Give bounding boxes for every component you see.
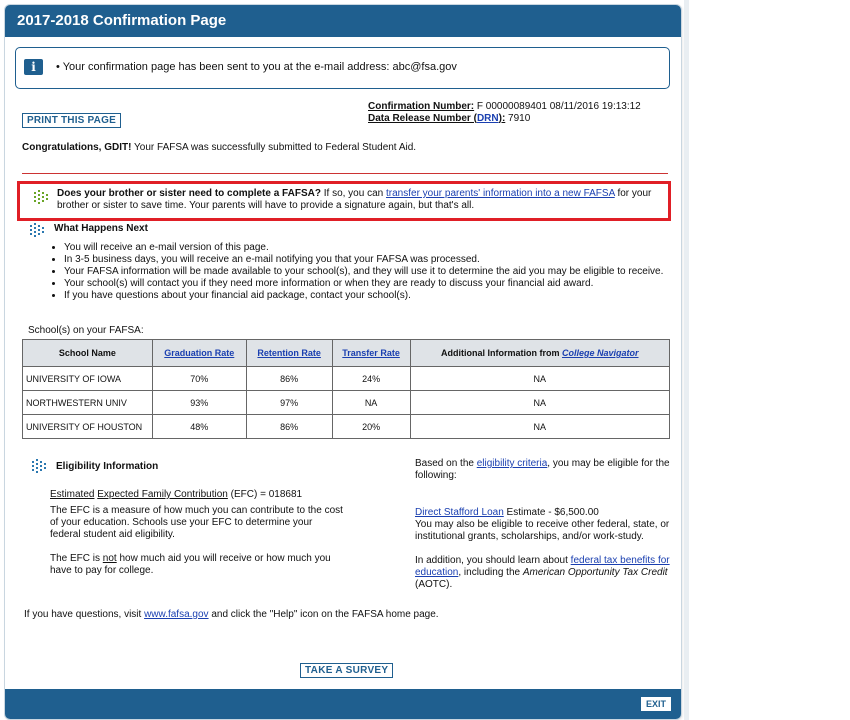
sibling-text-after: for your brother or sister to save time. Your parents will have to provide a signature again, but that's all. [57, 188, 652, 211]
grid-icon [34, 190, 50, 204]
table-row [23, 415, 670, 439]
sibling-fafsa-callout [17, 181, 671, 221]
header-retention-rate[interactable] [246, 340, 332, 367]
other-aid: You may also be eligible to receive other federal, state, or institutional grants, scholarships, and/or work-study. [415, 519, 670, 542]
additional-info: NA [410, 367, 669, 391]
email-notice [15, 47, 670, 89]
sibling-text-before: If so, you can [320, 188, 386, 199]
grid-icon [30, 223, 46, 237]
efc-link[interactable]: Expected Family Contribution [97, 489, 228, 500]
retention-rate: 86% [246, 367, 332, 391]
questions-after: and click the "Help" icon on the FAFSA home page. [208, 609, 439, 620]
header-transfer-rate[interactable] [332, 340, 410, 367]
transfer-rate: NA [332, 391, 410, 415]
sibling-text [57, 188, 662, 212]
additional-info: NA [410, 415, 669, 439]
page-title: 2017-2018 Confirmation Page [17, 12, 227, 29]
header-school-name: School Name [23, 340, 153, 367]
efc-not: not [102, 553, 117, 564]
efc-value: (EFC) = 018681 [227, 489, 303, 500]
next-steps-list [50, 242, 664, 302]
list-item: • Your FAFSA information will be made available to your school(s), and they will use it to determine the aid you may be eligible to receive. [64, 266, 664, 278]
additional-info: NA [410, 391, 669, 415]
college-navigator-link[interactable]: College Navigator [561, 348, 639, 358]
confirmation-panel [4, 4, 682, 720]
transfer-info-link[interactable]: transfer your parents' information into a new FAFSA [386, 188, 615, 199]
divider [22, 173, 668, 174]
graduation-rate: 70% [152, 367, 246, 391]
footer-bar [5, 689, 681, 719]
exit-button[interactable]: EXIT [641, 697, 671, 711]
grid-icon [32, 459, 48, 473]
drn-value: 7910 [505, 113, 531, 124]
table-header-row [23, 340, 670, 367]
transfer-rate: 24% [332, 367, 410, 391]
questions-message [24, 609, 439, 620]
sibling-question: Does your brother or sister need to complete a FAFSA? [57, 188, 321, 199]
efc-disclaimer [50, 553, 345, 577]
table-row [23, 391, 670, 415]
email-address: abc@fsa.gov [392, 61, 457, 73]
retention-rate-link[interactable]: Retention Rate [257, 348, 321, 358]
bullet-icon: • [56, 61, 60, 73]
tax-mid: , including the [458, 567, 523, 578]
aotc-name: American Opportunity Tax Credit [522, 567, 668, 578]
school-name: NORTHWESTERN UNIV [23, 391, 153, 415]
graduation-rate: 93% [152, 391, 246, 415]
questions-before: If you have questions, visit [24, 609, 145, 620]
tax-intro: In addition, you should learn about [415, 555, 571, 566]
drn-label-end: ): [498, 113, 506, 124]
eligibility-heading: Eligibility Information [56, 461, 159, 472]
graduation-rate: 48% [152, 415, 246, 439]
federal-tax-benefits-link[interactable]: federal tax benefits for education [415, 555, 670, 578]
print-page-button[interactable]: PRINT THIS PAGE [22, 113, 121, 128]
take-survey-button[interactable]: TAKE A SURVEY [300, 663, 393, 678]
eligibility-criteria-link[interactable]: eligibility criteria [476, 458, 548, 469]
eligibility-intro-end: , you may be eligible for the following: [415, 458, 670, 481]
schools-table [22, 339, 670, 439]
stafford-estimate: Estimate - $6,500.00 [503, 507, 599, 518]
transfer-rate-link[interactable]: Transfer Rate [342, 348, 400, 358]
school-name: UNIVERSITY OF HOUSTON [23, 415, 153, 439]
efc-not-before: The EFC is [50, 553, 103, 564]
confirmation-value: F 00000089401 08/11/2016 19:13:12 [474, 101, 641, 112]
retention-rate: 86% [246, 415, 332, 439]
eligibility-intro: Based on the [415, 458, 477, 469]
efc-not-after: how much aid you will receive or how much you have to pay for college. [50, 553, 331, 576]
drn-link[interactable]: DRN [476, 113, 499, 124]
congrats-name: Congratulations, GDIT! [22, 142, 132, 153]
title-bar [5, 5, 681, 37]
list-item: • In 3-5 business days, you will receive an e-mail notifying you that your FAFSA was processed. [64, 254, 664, 266]
efc-description: The EFC is a measure of how much you can contribute to the cost of your education. Schools use your EFC to determine your federal student aid eligibility. [50, 505, 343, 540]
efc-info [50, 489, 345, 589]
graduation-rate-link[interactable]: Graduation Rate [164, 348, 235, 358]
confirmation-label: Confirmation Number: [368, 101, 475, 112]
scrollbar[interactable] [684, 0, 689, 720]
list-item: • If you have questions about your financial aid package, contact your school(s). [64, 290, 664, 302]
retention-rate: 97% [246, 391, 332, 415]
additional-info-label: Additional Information from [440, 348, 562, 358]
fafsa-gov-link[interactable]: www.fafsa.gov [144, 609, 209, 620]
what-happens-next-heading: What Happens Next [54, 223, 148, 234]
confirmation-info [368, 101, 641, 125]
list-item: • Your school(s) will contact you if they need more information or when they are ready to discuss your financial aid award. [64, 278, 664, 290]
transfer-rate: 20% [332, 415, 410, 439]
list-item: • You will receive an e-mail version of this page. [64, 242, 664, 254]
efc-estimated: Estimated [50, 489, 95, 500]
schools-caption: School(s) on your FAFSA: [28, 325, 144, 336]
direct-stafford-loan-link[interactable]: Direct Stafford Loan [415, 507, 504, 518]
header-graduation-rate[interactable] [152, 340, 246, 367]
drn-label: Data Release Number ( [368, 113, 477, 124]
info-icon: i [24, 59, 43, 75]
table-row [23, 367, 670, 391]
school-name: UNIVERSITY OF IOWA [23, 367, 153, 391]
congratulations-message [22, 142, 416, 153]
email-prefix: Your confirmation page has been sent to you at the e-mail address: [62, 61, 393, 73]
aotc-abbrev: (AOTC). [415, 579, 453, 590]
eligibility-details [415, 458, 670, 603]
header-additional-info [410, 340, 669, 367]
congrats-text: Your FAFSA was successfully submitted to Federal Student Aid. [131, 142, 417, 153]
email-notice-text [56, 61, 457, 73]
